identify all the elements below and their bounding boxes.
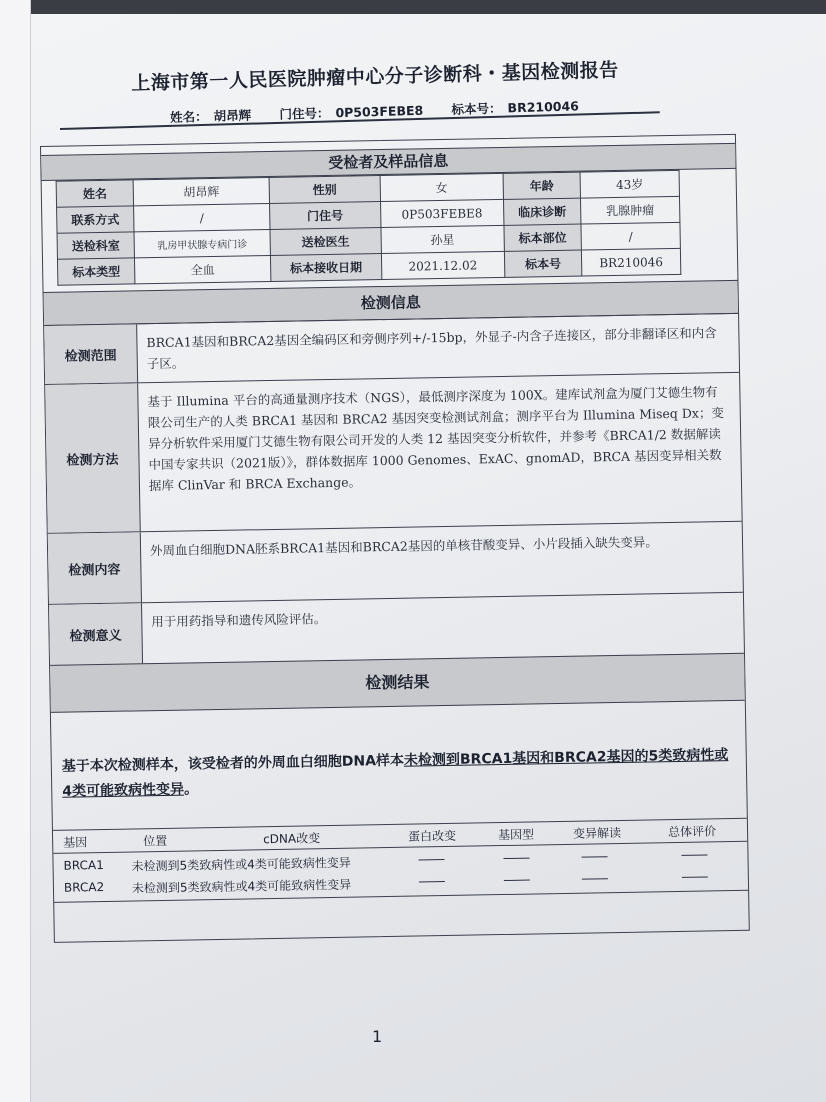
info-value: / [581,222,680,250]
info-key: 年龄 [503,172,581,199]
info-value: 43岁 [580,170,679,198]
patient-subline [170,96,590,126]
meaning-label: 检测意义 [49,603,143,665]
patient-info-table [56,170,682,286]
dash-genotype [504,873,530,887]
name-value: 胡昂辉 [213,107,252,124]
col-overall: 总体评价 [667,824,717,840]
gene-name: BRCA2 [63,879,105,895]
dash-overall [682,869,708,883]
info-key: 姓名 [56,180,134,207]
info-key: 联系方式 [57,206,135,233]
info-value: / [134,204,270,232]
test-section-title: 检测信息 [44,280,738,326]
method-label: 检测方法 [45,383,141,533]
result-summary-underlined: 未检测到BRCA1基因和BRCA2基因的5类致病性或4类可能致病性变异 [62,747,729,800]
col-interpretation: 变异解读 [572,825,622,841]
dash-genotype [503,851,529,865]
clinic-value: 0P503FEBE8 [335,102,424,121]
info-key: 标本接收日期 [270,254,381,282]
scope-label: 检测范围 [44,324,138,384]
method-text: 基于 Illumina 平台的高通量测序技术（NGS），最低测序深度为 100X。建库试剂盒为厦门艾德生物有限公司生产的人类 BRCA1 基因和 BRCA2 基因突变检测试剂盒；测序平台为 Illumina Miseq Dx；变异分析软件采用厦门艾德生物有限公司开发的人类 12 基因突变分析软件，并参考《BRCA1/2 数据解读中国专家共识（2021版）》，群体数据库 1000 Genomes、ExAC、gnomAD，BRCA 基因变异相关数据库 ClinVar 和 BRCA Exchange。 [147,384,725,494]
info-key: 标本部位 [504,224,582,251]
info-value: 乳腺肿瘤 [580,196,679,224]
info-key: 性别 [269,176,380,204]
col-protein: 蛋白改变 [407,828,457,844]
col-genotype: 基因型 [497,827,535,843]
specimen-label: 标本号： [451,100,502,117]
info-key: 送检科室 [57,232,135,259]
meaning-text: 用于用药指导和遗传风险评估。 [151,611,327,630]
content-row [48,521,743,604]
info-value: 2021.12.02 [381,251,505,279]
info-key: 临床诊断 [503,198,581,225]
clinic-label: 门住号： [279,105,330,122]
col-position: 位置 [143,833,168,849]
gene-finding: 未检测到5类致病性或4类可能致病性变异 [131,855,351,874]
info-value: 孙星 [381,225,505,253]
top-shadow [0,0,826,14]
content-label: 检测内容 [48,532,142,604]
gene-finding: 未检测到5类致病性或4类可能致病性变异 [131,877,352,896]
info-value: 0P503FEBE8 [380,199,504,227]
result-section-title: 检测结果 [50,653,745,713]
scope-text: BRCA1基因和BRCA2基因全编码区和旁侧序列+/-15bp，外显子-内含子连接区，部分非翻译区和内含子区。 [146,325,717,372]
report-title: 上海市第一人民医院肿瘤中心分子诊断科・基因检测报告 [131,59,620,95]
method-row [45,372,741,533]
info-value: 女 [380,173,504,201]
gene-name: BRCA1 [63,857,104,873]
info-key: 门住号 [270,202,381,230]
info-value: BR210046 [581,248,680,276]
info-key: 标本类型 [57,258,135,285]
col-gene: 基因 [63,835,88,850]
content-text: 外周血白细胞DNA胚系BRCA1基因和BRCA2基因的单核苷酸变异、小片段插入缺失变异。 [149,534,658,559]
col-cdna: cDNA改变 [263,831,321,847]
result-summary-suffix: 。 [183,781,199,798]
page-number: 1 [372,1027,383,1046]
info-section-title: 受检者及样品信息 [41,143,735,181]
result-summary-prefix: 基于本次检测样本，该受检者的外周血白细胞DNA样本 [61,752,405,775]
name-label: 姓名： [169,108,208,125]
info-value: 全血 [135,255,271,283]
dash-interpretation [581,849,607,863]
info-key: 标本号 [504,250,582,277]
dash-interpretation [582,871,608,885]
info-value: 乳房甲状腺专病门诊 [134,229,270,257]
dash-overall [681,847,707,861]
info-value: 胡昂辉 [133,178,269,206]
dash-protein [419,874,445,888]
result-summary [62,743,735,805]
dash-protein [418,852,444,866]
underlying-page-edge [0,0,31,1102]
report-frame [40,134,750,943]
info-key: 送检医生 [270,228,381,256]
specimen-value: BR210046 [507,98,580,116]
